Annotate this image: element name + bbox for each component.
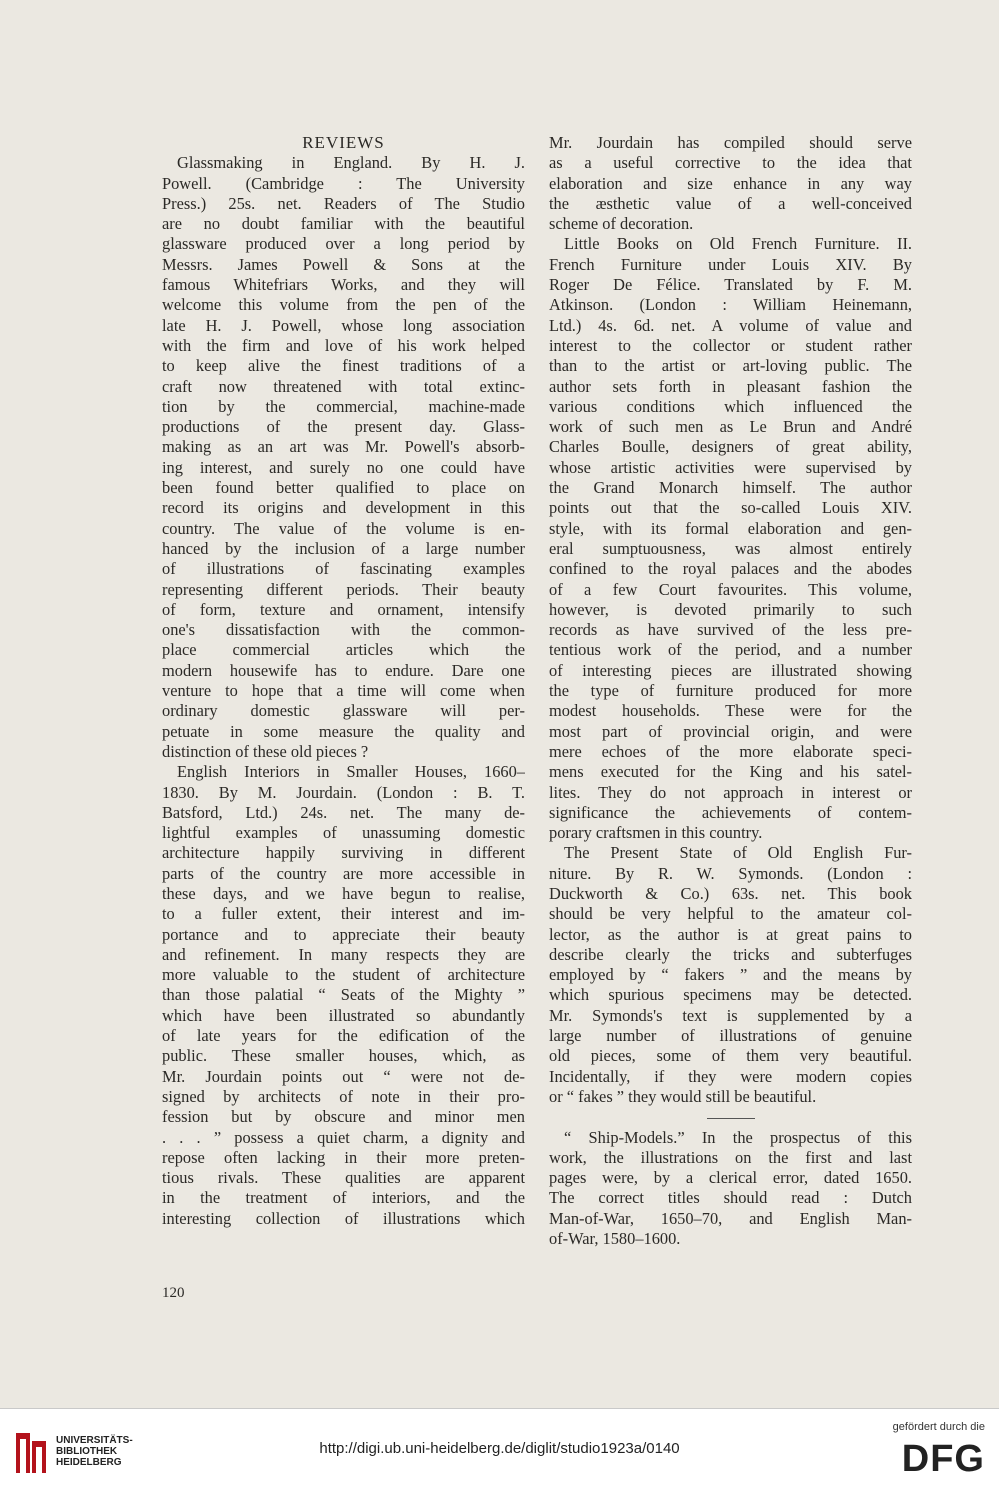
text-line: points out that the so-called Louis XIV. (549, 498, 912, 518)
text-line: 1830. By M. Jourdain. (London : B. T. (162, 782, 525, 802)
text-line: significance the achievements of contem- (549, 802, 912, 822)
text-line: of form, texture and ornament, intensify (162, 599, 525, 619)
text-line: Roger De Félice. Translated by F. M. (549, 275, 912, 295)
text-line: employed by “ fakers ” and the means by (549, 965, 912, 985)
text-line: making as an art was Mr. Powell's absorb- (162, 437, 525, 457)
text-line: and refinement. In many respects they are (162, 944, 525, 964)
text-line: ing interest, and surely no one could have (162, 457, 525, 477)
text-line: hanced by the inclusion of a large number (162, 538, 525, 558)
text-line: architecture happily surviving in different (162, 843, 525, 863)
text-line: Little Books on Old French Furniture. II. (564, 234, 912, 254)
text-line: parts of the country are more accessible in (162, 863, 525, 883)
text-line: mens executed for the King and his satel- (549, 762, 912, 782)
text-line: various conditions which influenced the (549, 396, 912, 416)
text-line: repose often lacking in their more preten- (162, 1147, 525, 1167)
text-line: lightful examples of unassuming domestic (162, 823, 525, 843)
text-line: country. The value of the volume is en- (162, 518, 525, 538)
text-line: describe clearly the tricks and subterfuges (549, 944, 912, 964)
text-line: which have been illustrated so abundantly (162, 1005, 525, 1025)
text-line: venture to hope that a time will come when (162, 681, 525, 701)
page-number: 120 (162, 1285, 185, 1301)
text-line: productions of the present day. Glass- (162, 417, 525, 437)
text-line: Press.) 25s. net. Readers of The Studio (162, 193, 525, 213)
text-line: The correct titles should read : Dutch (549, 1188, 912, 1208)
text-line: modest households. These were for the (549, 701, 912, 721)
text-line: English Interiors in Smaller Houses, 1660– (177, 762, 525, 782)
text-line: however, is devoted primarily to such (549, 599, 912, 619)
text-line: REVIEWS (302, 133, 385, 152)
text-line: as a useful corrective to the idea that (549, 153, 912, 173)
text-line: pages were, by a clerical error, dated 1650. (549, 1168, 912, 1188)
dfg-logo: DFG (901, 1438, 985, 1480)
text-line: lites. They do not approach in interest or (549, 782, 912, 802)
text-line: style, with its formal elaboration and gen- (549, 518, 912, 538)
text-line: to keep alive the finest traditions of a (162, 356, 525, 376)
text-line: niture. By R. W. Symonds. (London : (549, 863, 912, 883)
text-line: porary craftsmen in this country. (549, 823, 763, 843)
text-line: of-War, 1580–1600. (549, 1229, 681, 1249)
viewer-footer (0, 1408, 999, 1488)
page-url[interactable]: http://digi.ub.uni-heidelberg.de/diglit/studio1923a/0140 (319, 1440, 680, 1457)
left-column (162, 133, 525, 1229)
text-line: late H. J. Powell, whose long association (162, 315, 525, 335)
text-line: to a fuller extent, their interest and im- (162, 904, 525, 924)
text-line: portance and to appreciate their beauty (162, 924, 525, 944)
text-line: should be very helpful to the amateur col- (549, 904, 912, 924)
section-separator (549, 1107, 912, 1127)
text-line: of interesting pieces are illustrated showing (549, 660, 912, 680)
text-line: mere echoes of the more elaborate speci- (549, 741, 912, 761)
text-line: are no doubt familiar with the beautiful (162, 214, 525, 234)
text-line: French Furniture under Louis XIV. By (549, 254, 912, 274)
text-line: distinction of these old pieces ? (162, 741, 369, 761)
text-line: old pieces, some of them very beautiful. (549, 1046, 912, 1066)
text-line: than to the artist or art-loving public. The (549, 356, 912, 376)
right-column (549, 133, 912, 1249)
text-line: Glassmaking in England. By H. J. (177, 153, 525, 173)
text-line: “ Ship-Models.” In the prospectus of this (564, 1127, 912, 1147)
text-line: interest to the collector or student rather (549, 335, 912, 355)
text-line: famous Whitefriars Works, and they will (162, 275, 525, 295)
text-line: tious rivals. These qualities are apparent (162, 1168, 525, 1188)
text-line: whose artistic activities were supervised by (549, 457, 912, 477)
text-line: author sets forth in pleasant fashion the (549, 376, 912, 396)
text-line: of illustrations of fascinating examples (162, 559, 525, 579)
text-line: the æsthetic value of a well-conceived (549, 193, 912, 213)
text-line: one's dissatisfaction with the common- (162, 620, 525, 640)
funded-by-label: gefördert durch die (892, 1421, 985, 1433)
text-line: more valuable to the student of architecture (162, 965, 525, 985)
text-line: glassware produced over a long period by (162, 234, 525, 254)
text-line: Ltd.) 4s. 6d. net. A volume of value and (549, 315, 912, 335)
text-line: Batsford, Ltd.) 24s. net. The many de- (162, 802, 525, 822)
text-line: Atkinson. (London : William Heinemann, (549, 295, 912, 315)
text-line: Mr. Symonds's text is supplemented by a (549, 1005, 912, 1025)
text-line: scheme of decoration. (549, 214, 694, 234)
text-line: lector, as the author is at great pains to (549, 924, 912, 944)
text-line: most part of provincial origin, and were (549, 721, 912, 741)
text-line: interesting collection of illustrations which (162, 1208, 525, 1228)
text-line: tion by the commercial, machine-made (162, 396, 525, 416)
text-line: fession but by obscure and minor men (162, 1107, 525, 1127)
text-line: elaboration and size enhance in any way (549, 173, 912, 193)
text-line: signed by architects of note in their pro- (162, 1086, 525, 1106)
text-line: the Grand Monarch himself. The author (549, 478, 912, 498)
text-line: representing different periods. Their beauty (162, 579, 525, 599)
text-line: tentious work of the period, and a number (549, 640, 912, 660)
text-line: ordinary domestic glassware will per- (162, 701, 525, 721)
text-line: large number of illustrations of genuine (549, 1026, 912, 1046)
text-line: which spurious specimens may be detected. (549, 985, 912, 1005)
library-name: UNIVERSITÄTS- BIBLIOTHEK HEIDELBERG (56, 1435, 133, 1468)
text-line: in the treatment of interiors, and the (162, 1188, 525, 1208)
text-line: welcome this volume from the pen of the (162, 295, 525, 315)
text-line: Mr. Jourdain points out “ were not de- (162, 1066, 525, 1086)
text-line: place commercial articles which the (162, 640, 525, 660)
text-line: Messrs. James Powell & Sons at the (162, 254, 525, 274)
text-line: records as have survived of the less pre- (549, 620, 912, 640)
text-line: been found better qualified to place on (162, 478, 525, 498)
text-line: of a few Court favourites. This volume, (549, 579, 912, 599)
text-line: the type of furniture produced for more (549, 681, 912, 701)
text-line: craft now threatened with total extinc- (162, 376, 525, 396)
text-line: with the firm and love of his work helped (162, 335, 525, 355)
text-line: record its origins and development in this (162, 498, 525, 518)
text-line: of late years for the edification of the (162, 1026, 525, 1046)
text-line: eral sumptuousness, was almost entirely (549, 538, 912, 558)
text-line: petuate in some measure the quality and (162, 721, 525, 741)
text-line: or “ fakes ” they would still be beautiful. (549, 1086, 817, 1106)
text-line: . . . ” possess a quiet charm, a dignity and (162, 1127, 525, 1147)
text-line: Mr. Jourdain has compiled should serve (549, 133, 912, 152)
text-line: Powell. (Cambridge : The University (162, 173, 525, 193)
text-line: Man-of-War, 1650–70, and English Man- (549, 1208, 912, 1228)
text-line: confined to the royal palaces and the abodes (549, 559, 912, 579)
text-line: Duckworth & Co.) 63s. net. This book (549, 883, 912, 903)
text-line: these days, and we have begun to realise, (162, 883, 525, 903)
text-line: work of such men as Le Brun and André (549, 417, 912, 437)
text-line: work, the illustrations on the first and last (549, 1147, 912, 1167)
text-line: Incidentally, if they were modern copies (549, 1066, 912, 1086)
text-line: public. These smaller houses, which, as (162, 1046, 525, 1066)
text-line: than those palatial “ Seats of the Mighty ” (162, 985, 525, 1005)
text-line: The Present State of Old English Fur- (564, 843, 912, 863)
text-line: Charles Boulle, designers of great ability, (549, 437, 912, 457)
text-line: modern housewife has to endure. Dare one (162, 660, 525, 680)
